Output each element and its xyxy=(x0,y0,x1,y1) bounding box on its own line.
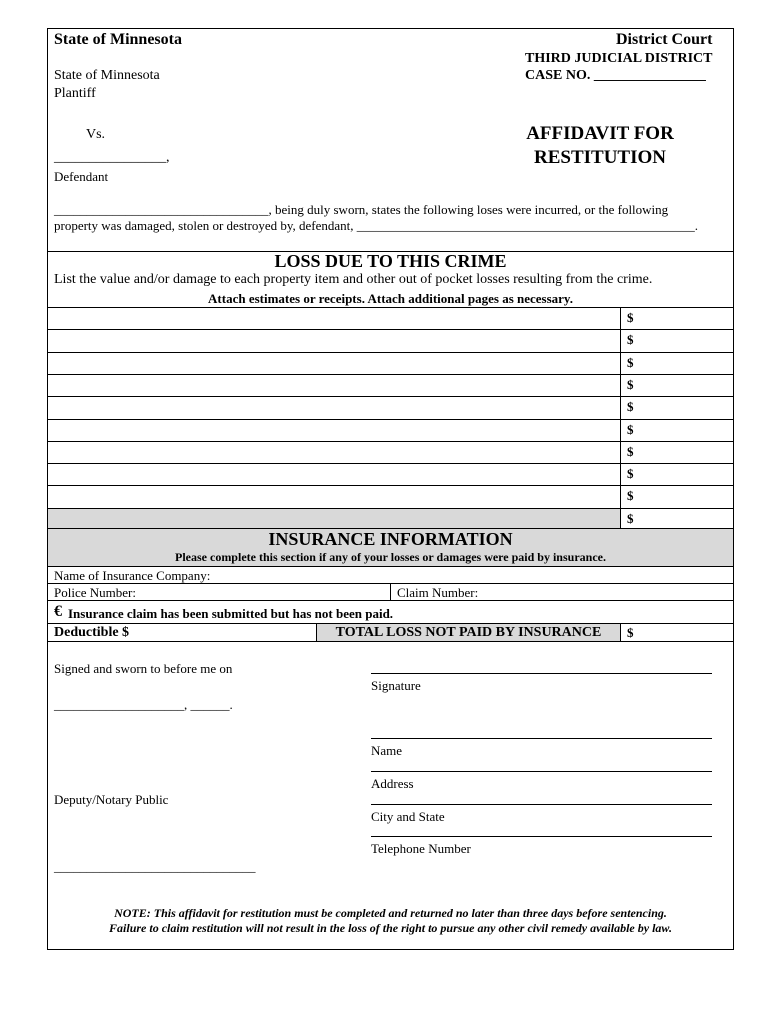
total-loss-value[interactable]: $ xyxy=(627,625,634,640)
loss-item-amount[interactable]: $ xyxy=(627,377,634,392)
sworn-date-field[interactable]: ____________________, ______. xyxy=(54,697,233,712)
notary-label: Deputy/Notary Public xyxy=(54,792,169,807)
loss-item-description[interactable] xyxy=(48,485,620,507)
sworn-statement-line2[interactable]: property was damaged, stolen or destroyed by, defendant, ____________________________________________________. xyxy=(54,218,699,233)
notary-signature-field[interactable]: _______________________________ xyxy=(54,859,256,874)
loss-item-amount[interactable]: $ xyxy=(627,466,634,481)
row-divider xyxy=(47,641,734,642)
city-state-label: City and State xyxy=(371,809,445,824)
loss-item-amount[interactable]: $ xyxy=(627,310,634,325)
loss-heading: LOSS DUE TO THIS CRIME xyxy=(274,251,507,271)
loss-item-amount[interactable]: $ xyxy=(627,488,634,503)
court-heading: District Court xyxy=(616,31,713,48)
loss-item-description[interactable] xyxy=(48,508,620,530)
city-state-line[interactable] xyxy=(371,804,712,805)
loss-item-description[interactable] xyxy=(48,307,620,329)
signature-label: Signature xyxy=(371,678,421,693)
note-line2: Failure to claim restitution will not result in the loss of the right to pursue any other civil remedy available by law. xyxy=(109,921,672,935)
insurance-claim-checkbox[interactable]: € xyxy=(54,603,62,620)
loss-item-amount[interactable]: $ xyxy=(627,511,634,526)
sworn-before-label: Signed and sworn to before me on xyxy=(54,661,233,676)
loss-item-description[interactable] xyxy=(48,441,620,463)
name-label: Name xyxy=(371,743,403,758)
claim-number-field[interactable]: Claim Number: xyxy=(397,585,479,600)
cell-divider xyxy=(390,583,391,600)
versus-label: Vs. xyxy=(86,127,106,142)
loss-item-amount[interactable]: $ xyxy=(627,444,634,459)
cell-divider xyxy=(620,623,621,641)
address-label: Address xyxy=(371,776,414,791)
insurance-subheading: Please complete this section if any of your losses or damages were paid by insurance. xyxy=(175,550,606,564)
loss-attach-note: Attach estimates or receipts. Attach additional pages as necessary. xyxy=(208,291,573,306)
telephone-label: Telephone Number xyxy=(371,841,471,856)
row-divider xyxy=(47,600,734,601)
title-line2: RESTITUTION xyxy=(534,147,666,168)
loss-item-amount[interactable]: $ xyxy=(627,355,634,370)
district-label: THIRD JUDICIAL DISTRICT xyxy=(525,51,713,66)
sworn-statement-line1[interactable]: _________________________________, being duly sworn, states the following loses were incurred, or the following xyxy=(54,202,669,217)
deductible-field[interactable]: Deductible $ xyxy=(54,625,130,640)
defendant-name-field[interactable]: ________________, xyxy=(54,150,170,165)
amount-column-divider xyxy=(620,307,621,528)
loss-instruction: List the value and/or damage to each property item and other out of pocket losses resulting from the crime. xyxy=(54,272,653,287)
total-loss-label: TOTAL LOSS NOT PAID BY INSURANCE xyxy=(335,625,602,640)
loss-item-description[interactable] xyxy=(48,374,620,396)
row-divider xyxy=(47,566,734,567)
plaintiff-label: Plantiff xyxy=(54,86,96,101)
loss-item-description[interactable] xyxy=(48,419,620,441)
telephone-line[interactable] xyxy=(371,836,712,837)
insurance-heading: INSURANCE INFORMATION xyxy=(268,529,513,549)
state-heading: State of Minnesota xyxy=(54,31,182,48)
plaintiff-name: State of Minnesota xyxy=(54,68,160,83)
defendant-label: Defendant xyxy=(54,169,109,184)
insurance-claim-label: Insurance claim has been submitted but has not been paid. xyxy=(68,606,394,621)
name-line[interactable] xyxy=(371,738,712,739)
title-line1: AFFIDAVIT FOR xyxy=(526,123,674,144)
loss-item-amount[interactable]: $ xyxy=(627,399,634,414)
loss-item-description[interactable] xyxy=(48,329,620,351)
address-line[interactable] xyxy=(371,771,712,772)
loss-item-amount[interactable]: $ xyxy=(627,332,634,347)
note-line1: NOTE: This affidavit for restitution must be completed and returned no later than three days before sentencing. xyxy=(114,906,667,920)
case-number-field[interactable]: CASE NO. ________________ xyxy=(525,68,706,83)
loss-item-amount[interactable]: $ xyxy=(627,422,634,437)
insurance-company-field[interactable]: Name of Insurance Company: xyxy=(54,568,211,583)
police-number-field[interactable]: Police Number: xyxy=(54,585,136,600)
loss-item-description[interactable] xyxy=(48,463,620,485)
signature-line[interactable] xyxy=(371,673,712,674)
loss-item-description[interactable] xyxy=(48,396,620,418)
loss-item-description[interactable] xyxy=(48,352,620,374)
